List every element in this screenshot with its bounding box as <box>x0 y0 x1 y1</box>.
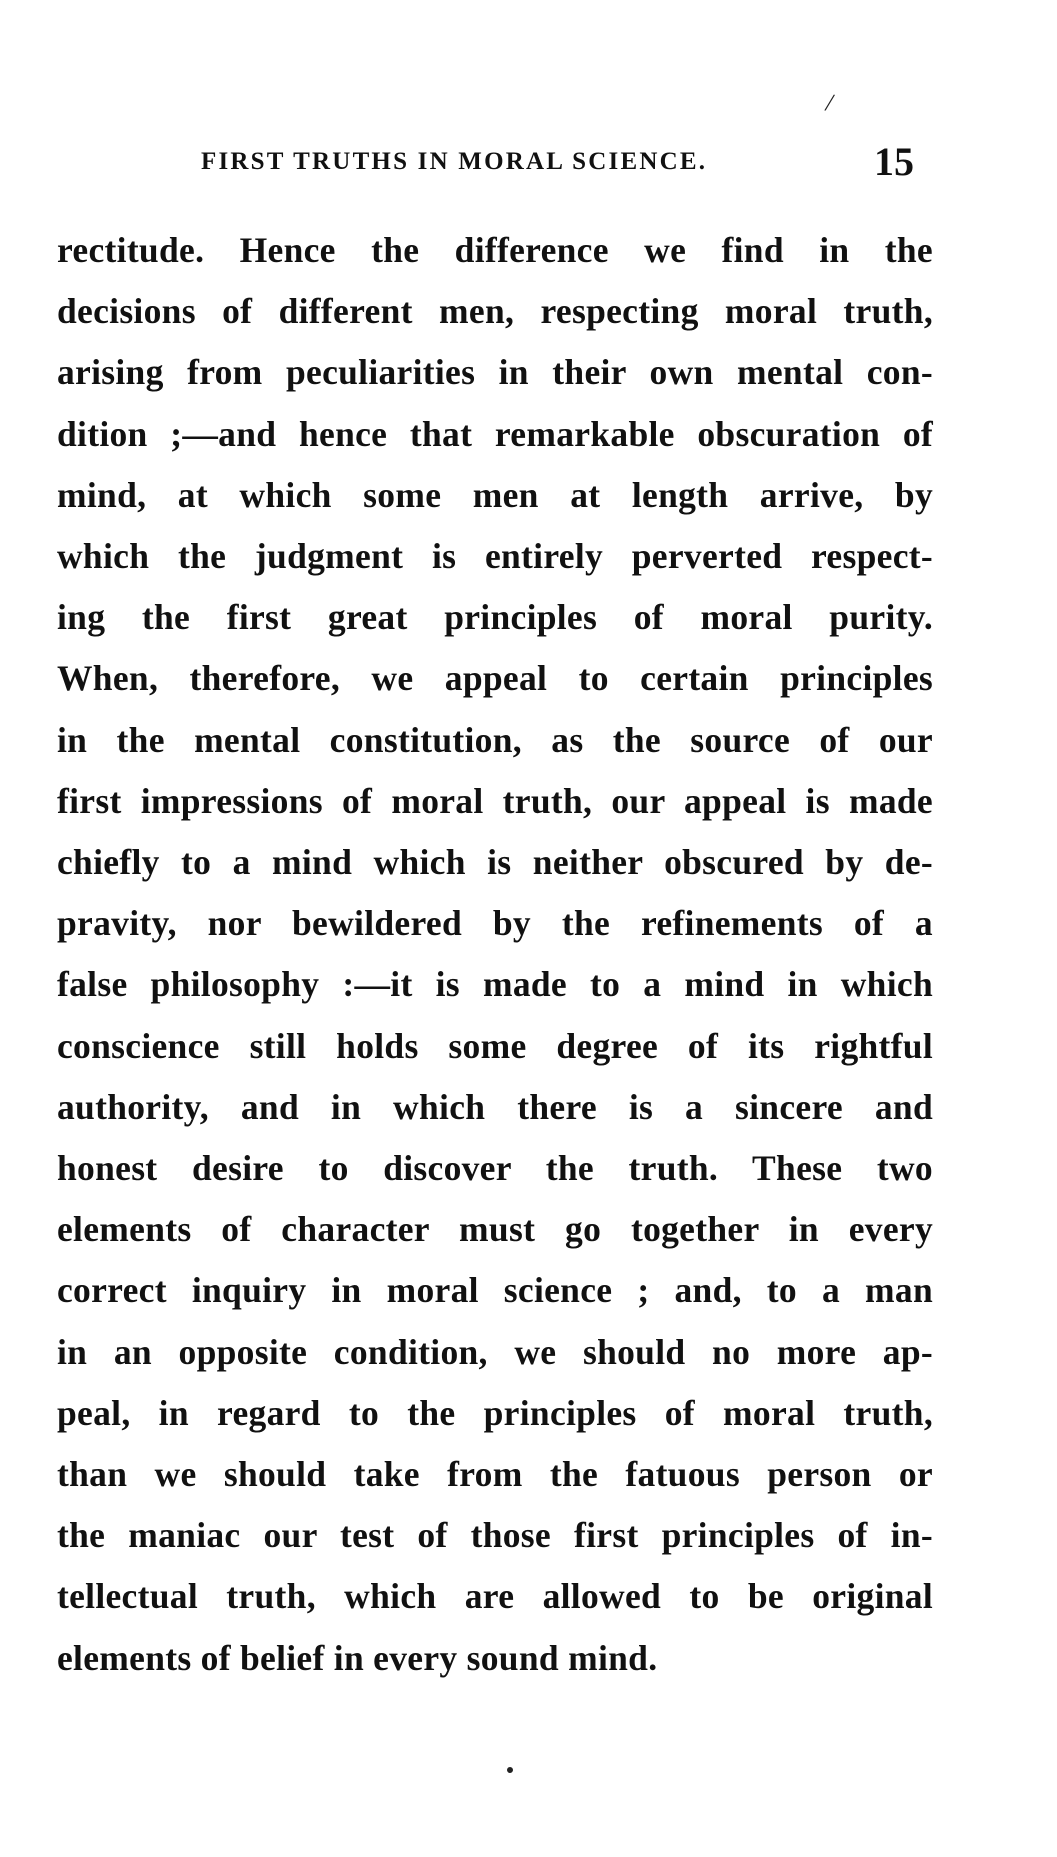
text-line: than we should take from the fatuous person or <box>57 1454 933 1495</box>
running-title: FIRST TRUTHS IN MORAL SCIENCE. <box>201 148 708 175</box>
text-line: which the judgment is entirely perverted respect- <box>57 536 933 577</box>
text-line: rectitude. Hence the difference we find in the <box>57 230 933 270</box>
text-line: decisions of different men, respecting moral truth, <box>57 291 933 332</box>
text-line: peal, in regard to the principles of moral truth, <box>57 1392 933 1433</box>
text-line: chiefly to a mind which is neither obscured by de- <box>57 842 933 883</box>
body-text <box>57 220 933 1689</box>
text-line: arising from peculiarities in their own mental con- <box>57 352 933 393</box>
text-line: pravity, nor bewildered by the refinements of a <box>57 903 933 944</box>
text-line: conscience still holds some degree of its rightful <box>57 1025 933 1066</box>
running-head <box>58 140 938 190</box>
text-line: elements of belief in every sound mind. <box>57 1637 658 1678</box>
stray-dot-mark <box>507 1767 513 1773</box>
text-line: correct inquiry in moral science ; and, to a man <box>57 1270 933 1311</box>
text-line: mind, at which some men at length arrive, by <box>57 474 933 515</box>
text-line: elements of character must go together in every <box>57 1209 933 1250</box>
text-line: in an opposite condition, we should no more ap- <box>57 1331 933 1372</box>
text-line: in the mental constitution, as the source of our <box>57 719 933 760</box>
text-line: When, therefore, we appeal to certain principles <box>57 658 933 699</box>
text-line: tellectual truth, which are allowed to be original <box>57 1576 933 1617</box>
stray-pen-mark: / <box>823 87 837 118</box>
text-line: honest desire to discover the truth. These two <box>57 1148 933 1189</box>
text-line: ing the first great principles of moral purity. <box>57 597 933 638</box>
page-number: 15 <box>874 139 914 184</box>
text-line: first impressions of moral truth, our appeal is made <box>57 780 933 821</box>
text-line: dition ;—and hence that remarkable obscuration of <box>57 413 933 454</box>
text-line: false philosophy :—it is made to a mind in which <box>57 964 933 1005</box>
text-line: the maniac our test of those first principles of in- <box>57 1515 933 1556</box>
text-line: authority, and in which there is a sincere and <box>57 1086 933 1127</box>
